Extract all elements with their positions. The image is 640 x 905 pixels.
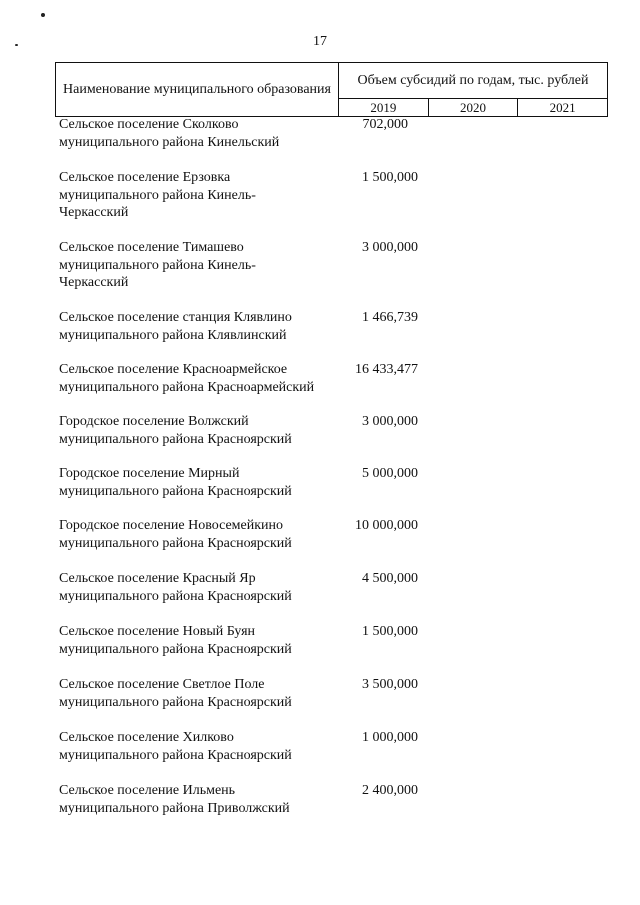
row-name: Городское поселение Мирный муниципального района Красноярский: [59, 466, 292, 499]
row-value-2019: 4 500,000: [362, 571, 418, 586]
row-name: Городское поселение Волжский муниципального района Красноярский: [59, 414, 292, 447]
header-name-column: Наименование муниципального образования: [56, 63, 339, 116]
row-value-2019: 1 466,739: [362, 310, 418, 325]
header-year-2021: 2021: [517, 99, 607, 116]
row-value-2019: 1 000,000: [362, 730, 418, 745]
header-year-2019: 2019: [370, 100, 397, 115]
header-years: [339, 99, 607, 116]
row-name: Сельское поселение Новый Буян муниципального района Красноярский: [59, 624, 292, 657]
header-volume-column: Объем субсидий по годам, тыс. рублей: [339, 63, 607, 99]
scan-speck-top: [41, 13, 45, 17]
row-value-2019: 1 500,000: [362, 170, 418, 185]
row-value-2019: 10 000,000: [355, 518, 418, 533]
row-value-2019: 1 500,000: [362, 624, 418, 639]
row-value-2019: 3 000,000: [362, 414, 418, 429]
row-name: Сельское поселение Тимашево муниципального района Кинель-Черкасский: [59, 240, 256, 290]
row-name: Сельское поселение Сколково муниципального района Кинельский: [59, 117, 280, 150]
row-value-2019: 16 433,477: [355, 362, 418, 377]
row-value-2019: 2 400,000: [362, 783, 418, 798]
header-year-2020: 2020: [428, 99, 518, 116]
row-name: Сельское поселение Светлое Поле муниципального района Красноярский: [59, 677, 292, 710]
row-value-2019: 5 000,000: [362, 466, 418, 481]
page-number: 17: [313, 34, 327, 49]
row-name: Сельское поселение Ерзовка муниципального района Кинель-Черкасский: [59, 170, 256, 220]
row-name: Сельское поселение Красный Яр муниципального района Красноярский: [59, 571, 292, 604]
row-name: Сельское поселение станция Клявлино муниципального района Клявлинский: [59, 310, 292, 343]
row-name: Сельское поселение Ильмень муниципального района Приволжский: [59, 783, 290, 816]
row-name: Сельское поселение Хилково муниципального района Красноярский: [59, 730, 292, 763]
row-value-2019: 702,000: [362, 117, 408, 132]
row-value-2019: 3 000,000: [362, 240, 418, 255]
table-header: [55, 62, 608, 117]
row-name: Городское поселение Новосемейкино муниципального района Красноярский: [59, 518, 292, 551]
row-value-2019: 3 500,000: [362, 677, 418, 692]
row-name: Сельское поселение Красноармейское муниципального района Красноармейский: [59, 362, 315, 395]
